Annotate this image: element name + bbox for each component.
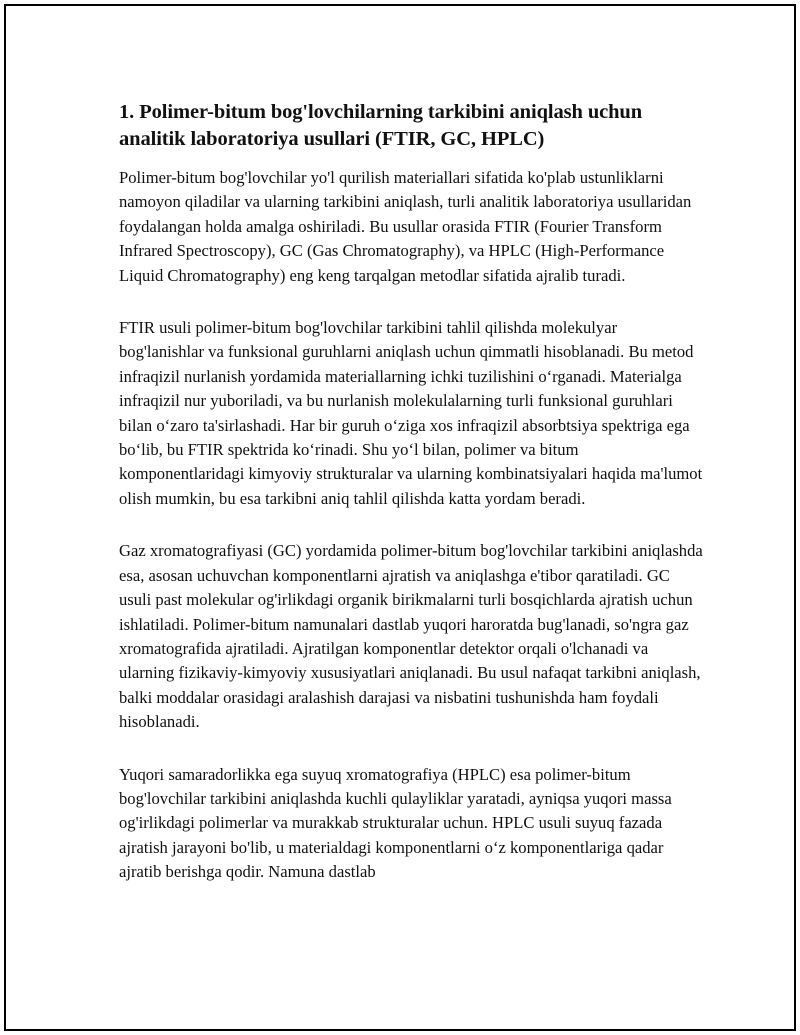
paragraph-ftir: FTIR usuli polimer-bitum bog'lovchilar tarkibini tahlil qilishda molekulyar bog'lanishlar va funksional guruhlarni aniqlash uchun qimmatli hisoblanadi. Bu metod infraqizil nurlanish yordamida materiallarning ichki tuzilishini o‘rganadi. Materialga infraqizil nur yuboriladi, va bu nurlanish molekulalarning turli funksional guruhlari bilan o‘zaro ta'sirlashadi. Har bir guruh o‘ziga xos infraqizil absorbtsiya spektriga ega bo‘lib, bu FTIR spektrida ko‘rinadi. Shu yo‘l bilan, polimer va bitum komponentlaridagi kimyoviy strukturalar va ularning kombinatsiyalari haqida ma'lumot olish mumkin, bu esa tarkibni aniq tahlil qilishda katta yordam beradi. xyxy=(119,318,703,508)
paragraph-intro: Polimer-bitum bog'lovchilar yo'l qurilish materiallari sifatida ko'plab ustunliklarni namoyon qiladilar va ularning tarkibini aniqlash, turli analitik laboratoriya usullaridan foydalangan holda amalga oshiriladi. Bu usullar orasida FTIR (Fourier Transform Infrared Spectroscopy), GC (Gas Chromatography), va HPLC (High-Performance Liquid Chromatography) eng keng tarqalgan metodlar sifatida ajralib turadi. xyxy=(119,168,692,285)
paragraph-hplc: Yuqori samaradorlikka ega suyuq xromatografiya (HPLC) esa polimer-bitum bog'lovchilar tarkibini aniqlashda kuchli qulayliklar yaratadi, ayniqsa yuqori massa og'irlikdagi polimerlar va murakkab strukturalar uchun. HPLC usuli suyuq fazada ajratish jarayoni bo'lib, u materialdagi komponentlarni o‘z komponentlariga qadar ajratib berishga qodir. Namuna dastlab xyxy=(119,764,672,882)
document-body xyxy=(119,99,704,913)
page-frame xyxy=(4,4,796,1031)
paragraph-gc: Gaz xromatografiyasi (GC) yordamida polimer-bitum bog'lovchilar tarkibini aniqlashda esa, asosan uchuvchan komponentlarni ajratish va aniqlashga e'tibor qaratiladi. GC usuli past molekular og'irlikdagi organik birikmalarni turli bosqichlarda ajratish uchun ishlatiladi. Polimer-bitum namunalari dastlab yuqori haroratda bug'lanadi, so'ngra gaz xromatografida ajratiladi. Ajratilgan komponentlar detektor orqali o'lchanadi va ularning fizikaviy-kimyoviy xususiyatlari aniqlanadi. Bu usul nafaqat tarkibni aniqlash, balki moddalar orasidagi aralashish darajasi va nisbatini tushunishda ham foydali hisoblanadi. xyxy=(119,541,703,732)
section-heading: 1. Polimer-bitum bog'lovchilarning tarkibini aniqlash uchun analitik laboratoriya usullari (FTIR, GC, HPLC) xyxy=(119,101,643,150)
